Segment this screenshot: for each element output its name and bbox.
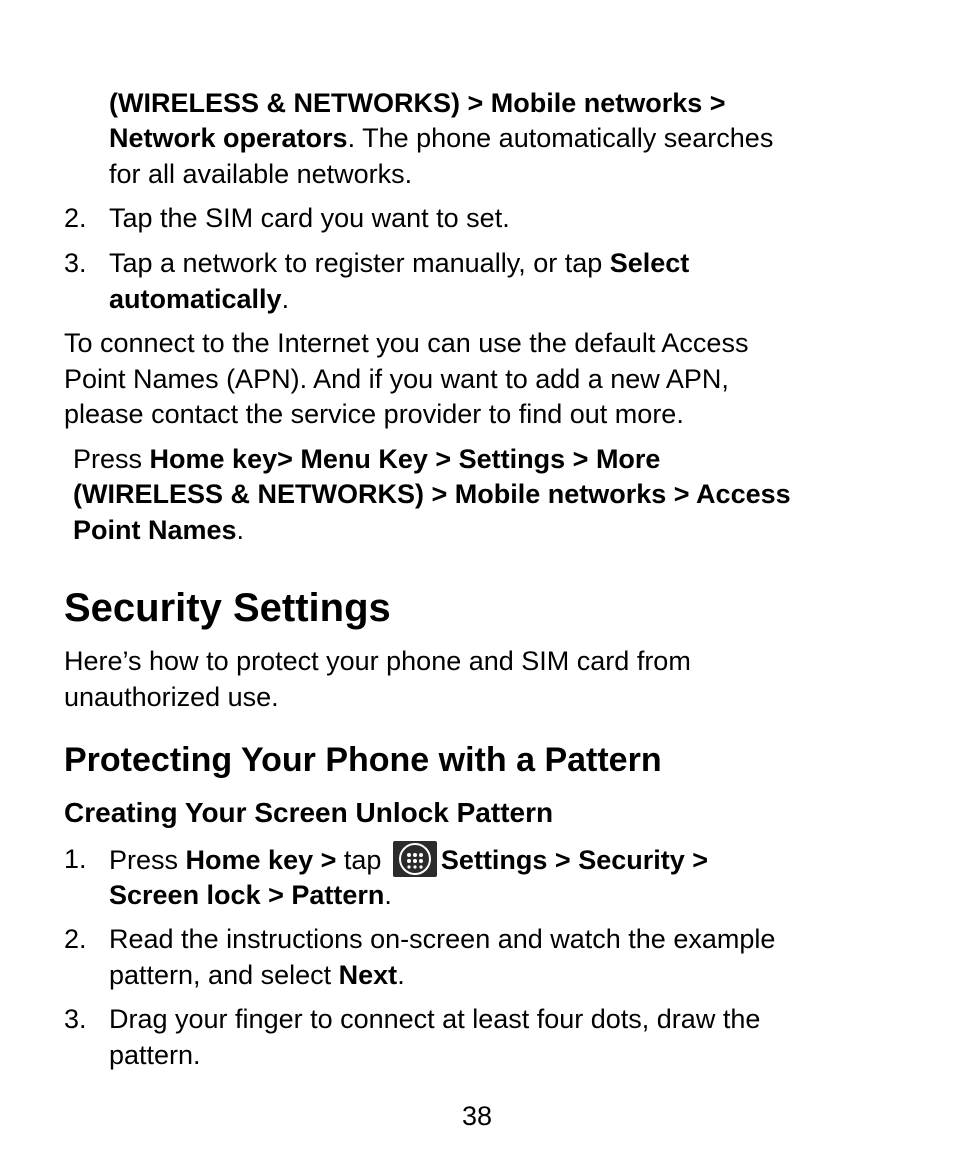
step3-period: .: [281, 284, 290, 314]
step1-line3: for all available networks.: [109, 159, 413, 189]
security-intro-line2: unauthorized use.: [64, 682, 279, 712]
step1-line2: [109, 120, 773, 156]
security-settings-heading: Security Settings: [64, 586, 391, 630]
pattern-step1-period: .: [384, 880, 392, 910]
step1-line1: (WIRELESS & NETWORKS) > Mobile networks >: [109, 88, 726, 118]
pattern-step3-line2: pattern.: [109, 1040, 201, 1070]
pattern-step1-settings-security: Settings > Security >: [440, 845, 709, 875]
pattern-step1-home-key: Home key >: [185, 845, 337, 875]
pattern-subheading: Creating Your Screen Unlock Pattern: [64, 797, 554, 828]
pattern-step2-number: 2.: [64, 924, 87, 954]
page-number: 38: [461, 1101, 493, 1131]
step3-automatically: automatically: [109, 284, 282, 314]
pattern-step2-period: .: [397, 960, 405, 990]
apn-path-period: .: [236, 515, 245, 545]
pattern-step3-number: 3.: [64, 1004, 87, 1034]
pattern-step1-screen-lock: Screen lock > Pattern: [109, 880, 385, 910]
step1-network-operators: Network operators: [109, 123, 348, 153]
pattern-heading: Protecting Your Phone with a Pattern: [64, 741, 662, 779]
security-intro-line1: Here’s how to protect your phone and SIM card from: [64, 646, 691, 676]
pattern-step1-number: 1.: [64, 844, 87, 874]
step1-line2-text: . The phone automatically searches: [347, 123, 774, 153]
pattern-step2-line1: Read the instructions on-screen and watch the example: [109, 924, 776, 954]
step3-number: 3.: [64, 248, 87, 278]
step3-text: Tap a network to register manually, or tap: [109, 248, 610, 278]
pattern-step3-line1: Drag your finger to connect at least four dots, draw the: [109, 1004, 761, 1034]
apn-path-line2: (WIRELESS & NETWORKS) > Mobile networks > Access: [73, 479, 791, 509]
apn-para-line3: please contact the service provider to find out more.: [64, 399, 684, 429]
apn-press: Press: [73, 444, 150, 474]
apn-path-line1: [73, 441, 660, 477]
pattern-step2-next: Next: [338, 960, 398, 990]
step3-select: Select: [609, 248, 690, 278]
pattern-step1-line2: [109, 877, 392, 913]
apn-path-line3: [73, 512, 244, 548]
step2-number: 2.: [64, 203, 87, 233]
apn-para-line1: To connect to the Internet you can use the default Access: [64, 328, 749, 358]
apn-para-line2: Point Names (APN). And if you want to add a new APN,: [64, 364, 729, 394]
apn-path-bold3: Point Names: [73, 515, 237, 545]
pattern-step2-text: pattern, and select: [109, 960, 339, 990]
step3-line1: [109, 245, 689, 281]
pattern-step1-tap: tap: [336, 845, 389, 875]
pattern-step2-line2: [109, 957, 405, 993]
apn-path-bold1: Home key> Menu Key > Settings > More: [149, 444, 661, 474]
step3-line2: [109, 281, 289, 317]
pattern-step1-line1: [109, 841, 708, 878]
pattern-step1-press: Press: [109, 845, 186, 875]
apps-grid-icon: [393, 841, 437, 877]
step2-text: Tap the SIM card you want to set.: [109, 203, 510, 233]
